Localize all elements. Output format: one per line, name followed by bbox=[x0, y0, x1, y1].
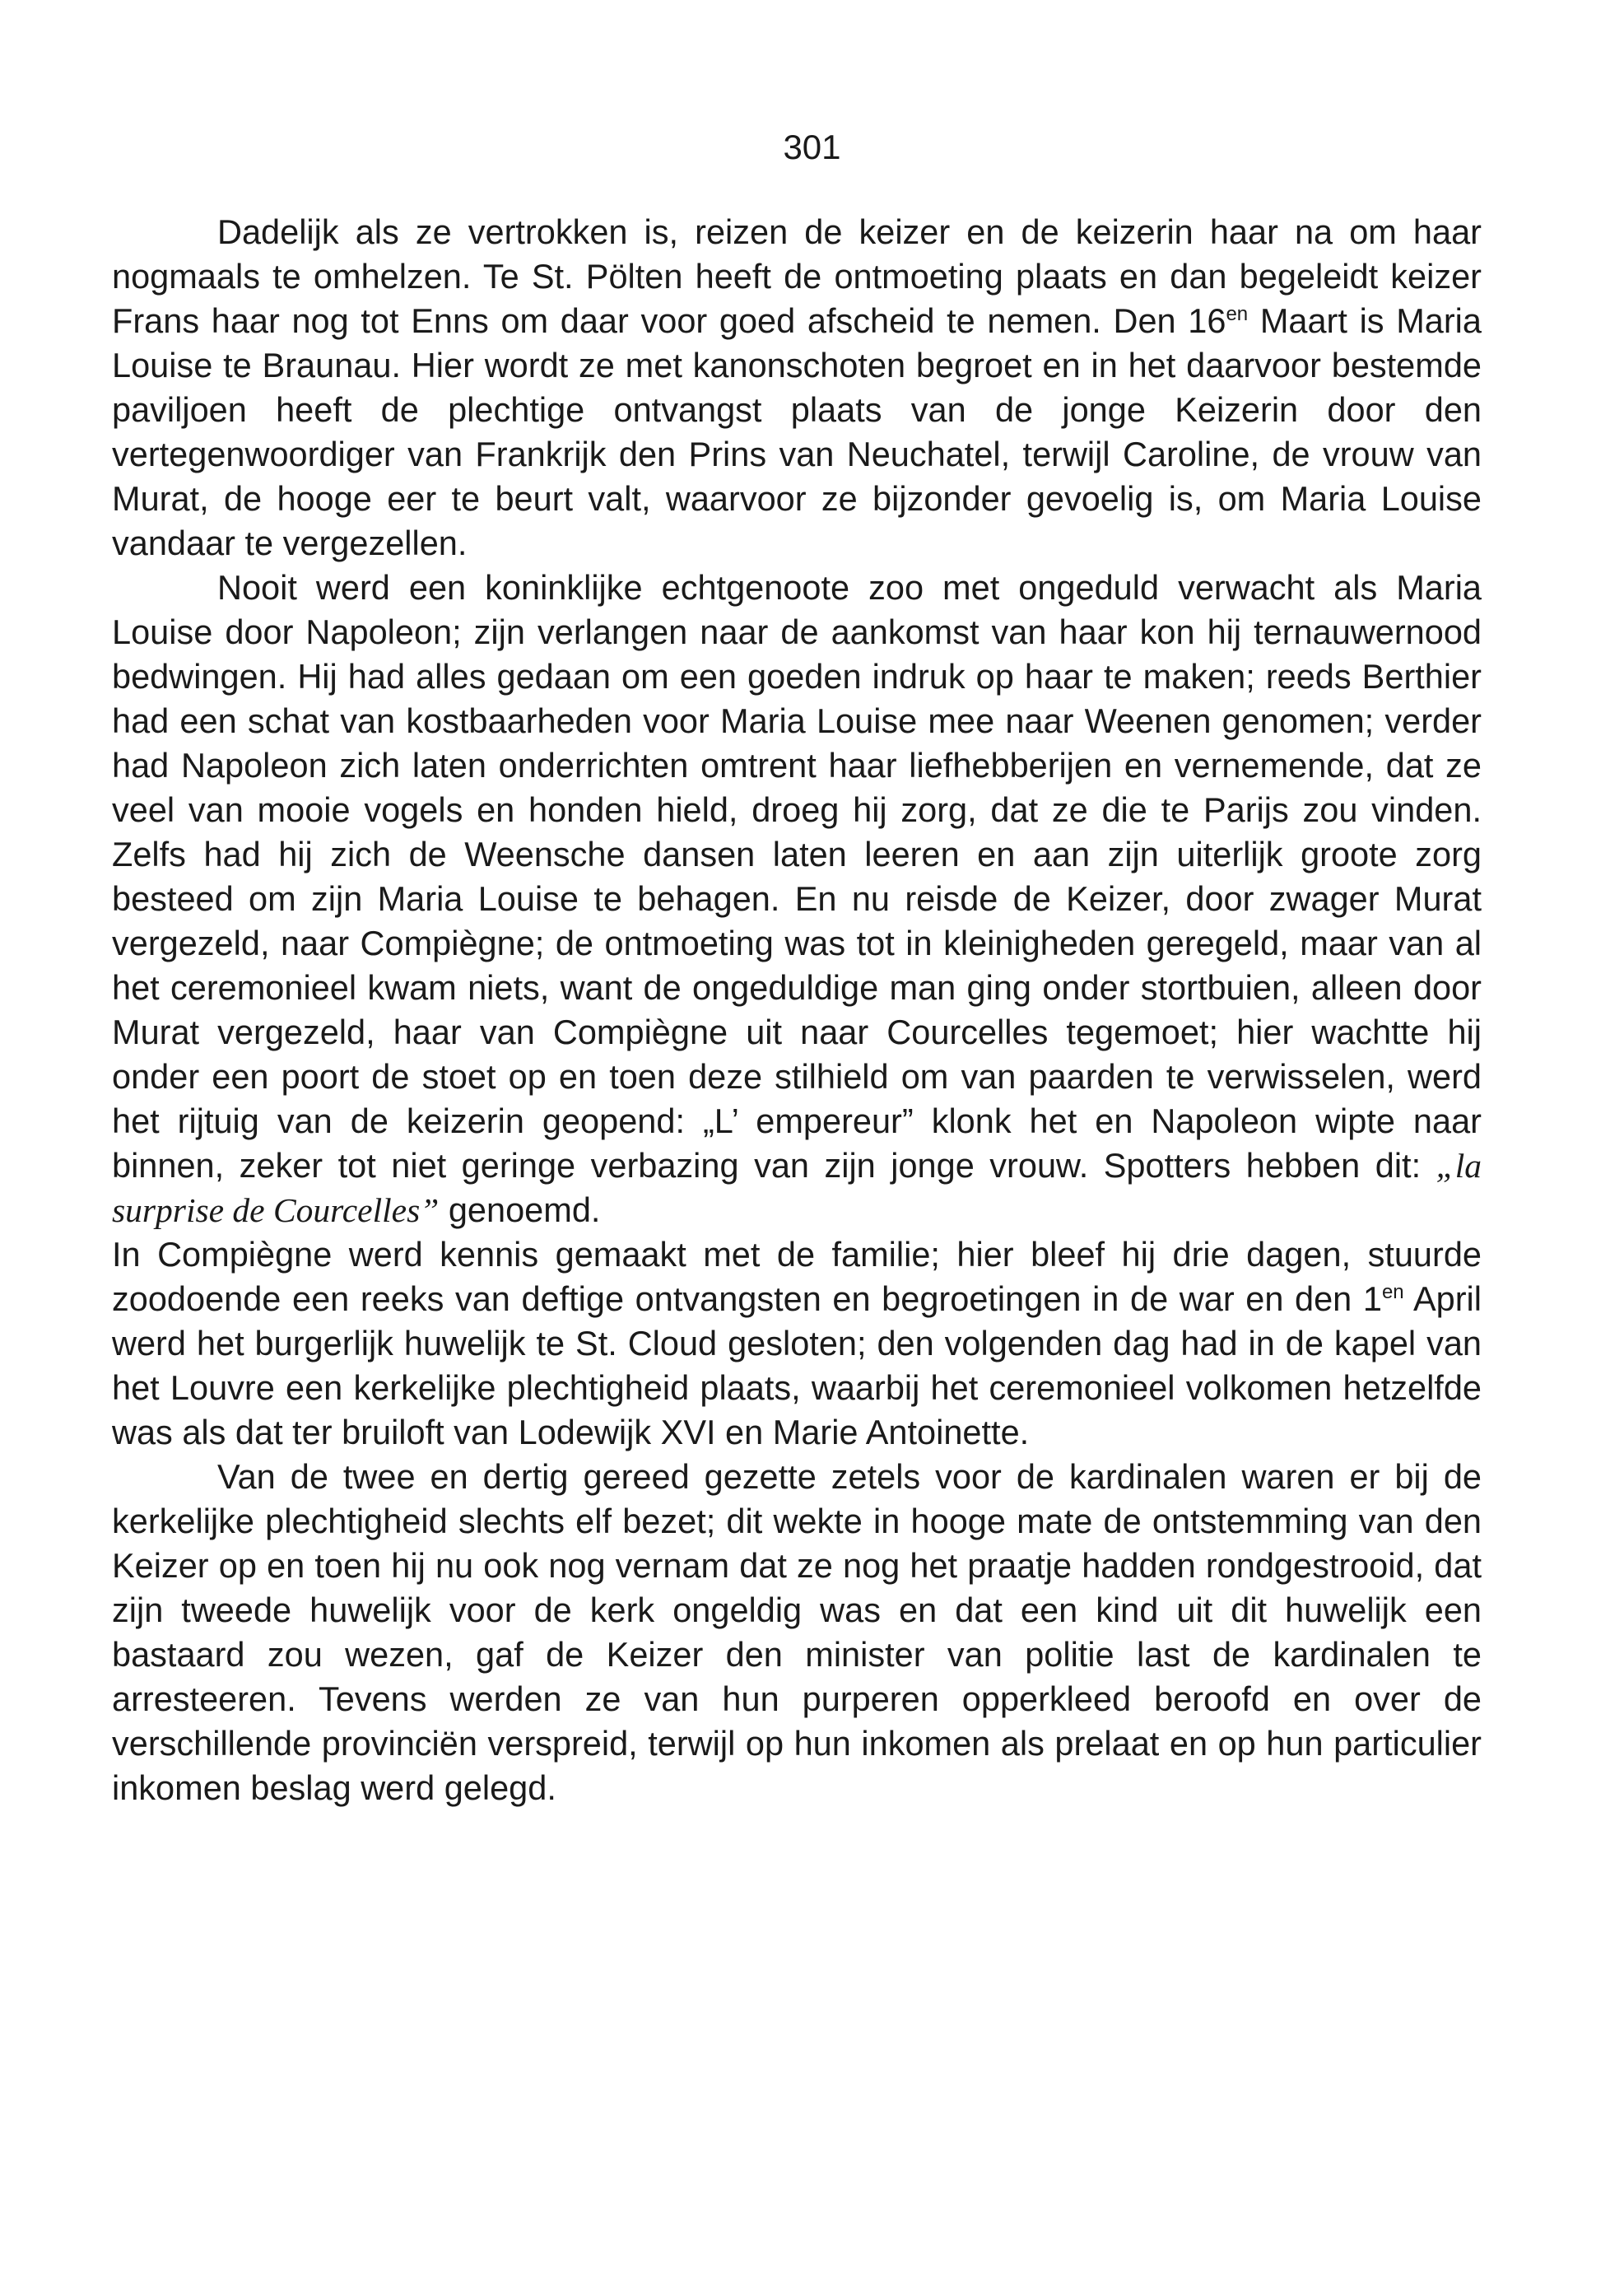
paragraph-p2 bbox=[112, 566, 1482, 1232]
text-segment: In Compiègne werd kennis gemaakt met de familie; hier bleef hij drie dagen, stuurde zoodoende een reeks van deftige ontvangsten en begroetingen in de war en den 1 bbox=[112, 1235, 1482, 1318]
page-number: 301 bbox=[783, 128, 841, 166]
paragraph-p4 bbox=[112, 1455, 1482, 1810]
text-segment: April werd het burgerlijk huwelijk te St. Cloud gesloten; den volgenden dag had in de kapel van het Louvre een kerkelijke plechtigheid plaats, waarbij het ceremonieel volkomen hetzelfde was als dat ter bruiloft van Lodewijk XVI en Marie Antoinette. bbox=[112, 1279, 1482, 1451]
body-text bbox=[112, 210, 1482, 1810]
text-segment: Dadelijk als ze vertrokken is, reizen de keizer en de keizerin haar na om haar nogmaals te omhelzen. Te St. Pölten heeft de ontmoeting plaats en dan begeleidt keizer Frans haar nog tot Enns om daar voor goed afscheid te nemen. Den 16 bbox=[112, 212, 1482, 340]
text-segment: Maart is Maria Louise te Braunau. Hier wordt ze met kanonschoten begroet en in het daarvoor bestemde paviljoen heeft de plechtige ontvangst plaats van de jonge Keizerin door den vertegenwoordiger van Frankrijk den Prins van Neuchatel, terwijl Caroline, de vrouw van Murat, de hooge eer te beurt valt, waarvoor ze bijzonder gevoelig is, om Maria Louise vandaar te vergezellen. bbox=[112, 301, 1482, 562]
text-segment: Van de twee en dertig gereed gezette zetels voor de kardinalen waren er bij de kerkelijke plechtigheid slechts elf bezet; dit wekte in hooge mate de ontstemming van den Keizer op en toen hij nu ook nog vernam dat ze nog het praatje hadden rondgestrooid, dat zijn tweede huwelijk voor de kerk ongeldig was en dat een kind uit dit huwelijk een bastaard zou wezen, gaf de Keizer den minister van politie last de kardinalen te arresteeren. Tevens werden ze van hun purperen opperkleed beroofd en over de verschillende provinciën verspreid, terwijl op hun inkomen als prelaat en op hun particulier inkomen beslag werd gelegd. bbox=[112, 1457, 1482, 1807]
paragraph-p3 bbox=[112, 1232, 1482, 1455]
superscript: en bbox=[1226, 303, 1249, 326]
paragraph-p1 bbox=[112, 210, 1482, 566]
superscript: en bbox=[1381, 1281, 1404, 1304]
italic-phrase: „la surprise de Courcelles” bbox=[112, 1147, 1482, 1229]
text-segment: genoemd. bbox=[439, 1190, 601, 1229]
text-segment: Nooit werd een koninklijke echtgenoote zoo met ongeduld verwacht als Maria Louise door Napoleon; zijn verlangen naar de aankomst van haar kon hij ternauwernood bedwingen. Hij had alles gedaan om een goeden indruk op haar te maken; reeds Berthier had een schat van kostbaarheden voor Maria Louise mee naar Weenen genomen; verder had Napoleon zich laten onderrichten omtrent haar liefhebberijen en vernemende, dat ze veel van mooie vogels en honden hield, droeg hij zorg, dat ze die te Parijs zou vinden. Zelfs had hij zich de Weensche dansen laten leeren en aan zijn uiterlijk groote zorg besteed om zijn Maria Louise te behagen. En nu reisde de Keizer, door zwager Murat vergezeld, naar Compiègne; de ontmoeting was tot in kleinigheden geregeld, maar van al het ceremonieel kwam niets, want de ongeduldige man ging onder stortbuien, alleen door Murat vergezeld, haar van Compiègne uit naar Courcelles tegemoet; hier wachtte hij onder een poort de stoet op en toen deze stilhield om van paarden te verwisselen, werd het rijtuig van de keizerin geopend: „L’ empereur” klonk het en Napoleon wipte naar binnen, zeker tot niet geringe verbazing van zijn jonge vrouw. Spotters hebben dit: bbox=[112, 568, 1482, 1185]
